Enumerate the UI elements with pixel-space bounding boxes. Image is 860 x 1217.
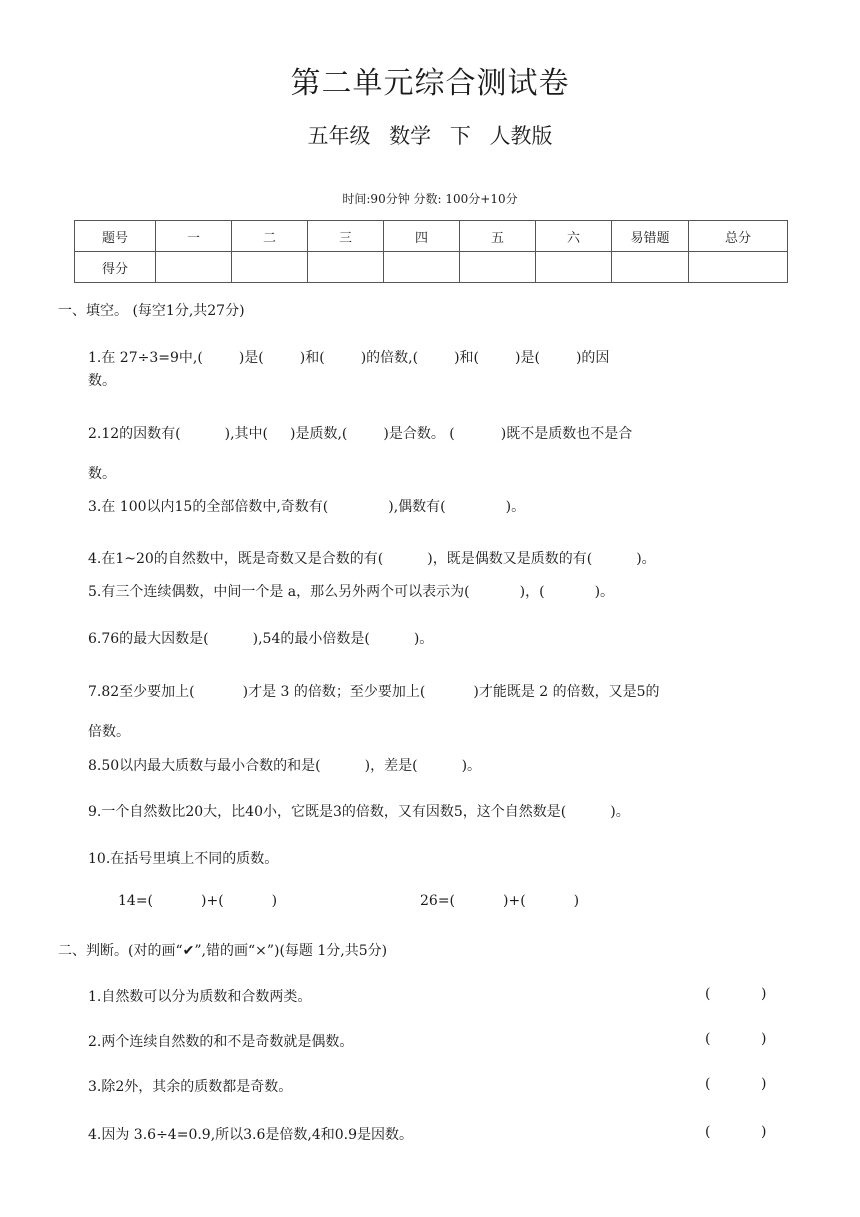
question-10: 10.在括号里填上不同的质数。 bbox=[88, 851, 279, 867]
score-table-header-cell: 三 bbox=[308, 221, 384, 252]
question-5: 5.有三个连续偶数，中间一个是 a，那么另外两个可以表示为( )，( )。 bbox=[88, 584, 615, 600]
section1-heading: 一、填空。 (每空1分,共27分) bbox=[58, 303, 245, 319]
score-table-header-cell: 总分 bbox=[689, 221, 788, 252]
section2-heading: 二、判断。(对的画“✔”,错的画“×”)(每题 1分,共5分) bbox=[58, 943, 388, 959]
question-9: 9.一个自然数比20大，比40小，它既是3的倍数，又有因数5，这个自然数是( )。 bbox=[88, 804, 630, 820]
question-10-left: 14=( )+( ) bbox=[118, 893, 278, 909]
score-cell[interactable] bbox=[308, 252, 384, 283]
time-info: 时间:90分钟 分数: 100分+10分 bbox=[342, 192, 518, 206]
score-table bbox=[74, 220, 788, 283]
judge-item: 4.因为 3.6÷4=0.9,所以3.6是倍数,4和0.9是因数。 bbox=[88, 1127, 414, 1143]
score-table-header-row bbox=[75, 221, 788, 252]
score-table-header-cell: 五 bbox=[460, 221, 536, 252]
question-6: 6.76的最大因数是( ),54的最小倍数是( )。 bbox=[88, 631, 434, 647]
score-table-header-cell: 六 bbox=[536, 221, 612, 252]
question-10-right: 26=( )+( ) bbox=[420, 893, 580, 909]
score-table-header-cell: 一 bbox=[156, 221, 232, 252]
grade-label: 五年级 bbox=[307, 124, 371, 148]
judge-answer-parens[interactable]: ( ) bbox=[705, 1124, 767, 1140]
judge-answer-parens[interactable]: ( ) bbox=[705, 1076, 767, 1092]
question-1-cont: 数。 bbox=[88, 373, 116, 389]
score-cell[interactable] bbox=[689, 252, 788, 283]
score-cell[interactable] bbox=[384, 252, 460, 283]
subtitle bbox=[0, 120, 860, 150]
question-8: 8.50以内最大质数与最小合数的和是( )，差是( )。 bbox=[88, 758, 482, 774]
judge-item: 2.两个连续自然数的和不是奇数就是偶数。 bbox=[88, 1034, 354, 1050]
score-table-header-cell: 题号 bbox=[75, 221, 156, 252]
score-table-score-row bbox=[75, 252, 788, 283]
question-4: 4.在1~20的自然数中，既是奇数又是合数的有( )，既是偶数又是质数的有( )。 bbox=[88, 551, 656, 567]
question-1: 1.在 27÷3=9中,( )是( )和( )的倍数,( )和( )是( )的因 bbox=[88, 350, 610, 366]
page-title: 第二单元综合测试卷 bbox=[290, 66, 570, 101]
score-cell[interactable] bbox=[536, 252, 612, 283]
score-cell[interactable] bbox=[460, 252, 536, 283]
edition-label: 人教版 bbox=[489, 124, 553, 148]
judge-item: 1.自然数可以分为质数和合数两类。 bbox=[88, 989, 312, 1005]
judge-item: 3.除2外，其余的质数都是奇数。 bbox=[88, 1079, 293, 1095]
question-7-cont: 倍数。 bbox=[88, 724, 130, 740]
question-2-cont: 数。 bbox=[88, 466, 116, 482]
score-row-label: 得分 bbox=[75, 252, 156, 283]
score-cell[interactable] bbox=[612, 252, 689, 283]
question-3: 3.在 100以内15的全部倍数中,奇数有( ),偶数有( )。 bbox=[88, 499, 526, 515]
judge-answer-parens[interactable]: ( ) bbox=[705, 986, 767, 1002]
subject-label: 数学 bbox=[389, 124, 432, 148]
judge-answer-parens[interactable]: ( ) bbox=[705, 1031, 767, 1047]
score-cell[interactable] bbox=[156, 252, 232, 283]
score-table-header-cell: 四 bbox=[384, 221, 460, 252]
term-label: 下 bbox=[449, 124, 471, 148]
question-7: 7.82至少要加上( )才是 3 的倍数；至少要加上( )才能既是 2 的倍数，又是5的 bbox=[88, 684, 660, 700]
question-2: 2.12的因数有( ),其中( )是质数,( )是合数。 ( )既不是质数也不是合 bbox=[88, 426, 633, 442]
score-table-header-cell: 二 bbox=[232, 221, 308, 252]
score-table-header-cell: 易错题 bbox=[612, 221, 689, 252]
score-cell[interactable] bbox=[232, 252, 308, 283]
